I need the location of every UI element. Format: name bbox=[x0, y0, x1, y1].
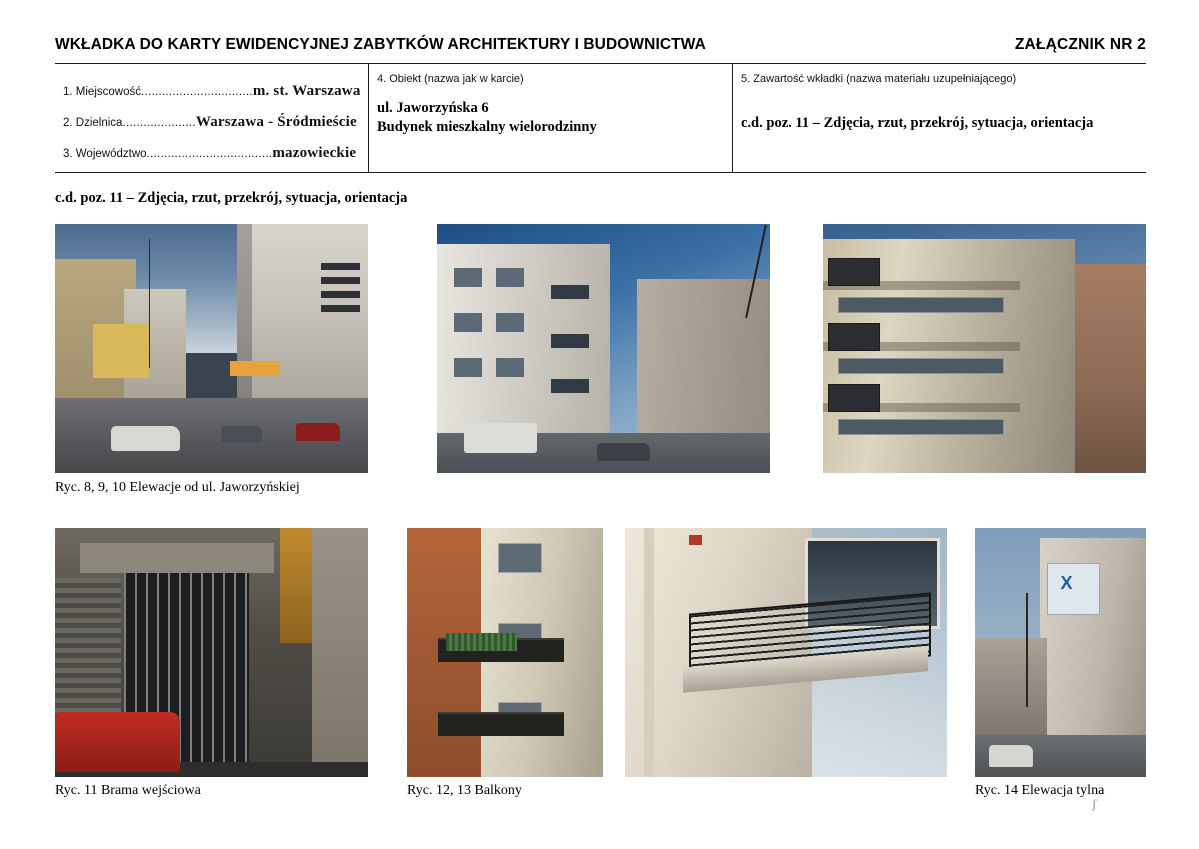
photo-tree bbox=[1026, 593, 1028, 708]
photo-rear-elevation bbox=[975, 528, 1146, 777]
field-locality-label: 1. Miejscowość bbox=[63, 86, 141, 98]
photo-street-elevation bbox=[55, 224, 368, 473]
photo-balcony bbox=[321, 263, 360, 270]
photo-facade-left bbox=[437, 244, 610, 448]
photo-car bbox=[989, 745, 1033, 767]
photo-building-right bbox=[237, 224, 368, 403]
field-district-value: Warszawa - Śródmieście bbox=[195, 114, 357, 130]
photo-car bbox=[221, 426, 262, 443]
photo-window bbox=[496, 268, 524, 286]
photo-red-marker bbox=[689, 535, 702, 545]
photo-entrance-gate bbox=[55, 528, 368, 777]
photo-window-band bbox=[838, 297, 1004, 313]
field-district-dots: ..................... bbox=[122, 117, 196, 129]
attachment-number: ZAŁĄCZNIK NR 2 bbox=[1014, 36, 1146, 53]
photo-yellow-building bbox=[93, 324, 149, 379]
field-locality-dots: ................................ bbox=[140, 86, 253, 98]
document-header bbox=[55, 36, 1146, 64]
photo-window bbox=[496, 313, 524, 331]
photo-balcony bbox=[438, 712, 563, 736]
caption-balconies: Ryc. 12, 13 Balkony bbox=[407, 783, 522, 798]
photo-window-band bbox=[838, 419, 1004, 435]
field-voivodeship-label: 3. Województwo bbox=[63, 148, 147, 160]
photo-amber-panel bbox=[280, 528, 311, 643]
field-district bbox=[63, 115, 363, 131]
field-object-label: 4. Obiekt (nazwa jak w karcie) bbox=[377, 73, 524, 85]
photo-facade-closeup bbox=[823, 224, 1146, 473]
photo-lintel bbox=[80, 543, 274, 573]
info-table bbox=[55, 64, 1146, 172]
photo-low-building bbox=[975, 638, 1047, 738]
photo-window-band bbox=[838, 358, 1004, 374]
photo-balcony-underside bbox=[625, 528, 947, 777]
photo-facade-wall bbox=[823, 239, 1075, 473]
photo-corner-elevation bbox=[437, 224, 770, 473]
photo-window bbox=[498, 543, 542, 573]
field-voivodeship bbox=[63, 146, 363, 162]
photo-neighbour-building bbox=[1072, 264, 1146, 473]
table-cell-content bbox=[741, 64, 1141, 132]
photo-billboard bbox=[1047, 563, 1100, 615]
section-title: c.d. poz. 11 – Zdjęcia, rzut, przekrój, sytuacja, orientacja bbox=[55, 190, 408, 206]
photo-balcony bbox=[828, 384, 880, 412]
field-content-value: c.d. poz. 11 – Zdjęcia, rzut, przekrój, sytuacja, orientacja bbox=[741, 115, 1094, 131]
page-title: WKŁADKA DO KARTY EWIDENCYJNEJ ZABYTKÓW ARCHITEKTURY I BUDOWNICTWA bbox=[55, 36, 706, 53]
page-mark: ʃ bbox=[1092, 796, 1097, 811]
photo-tree bbox=[149, 239, 150, 368]
photo-pilaster bbox=[644, 528, 654, 777]
photo-red-car bbox=[55, 712, 180, 772]
photo-car bbox=[296, 423, 340, 440]
header-rule-bottom bbox=[55, 172, 1146, 173]
field-voivodeship-dots: .................................... bbox=[146, 148, 273, 160]
photo-window bbox=[454, 358, 482, 376]
billboard-logo: X bbox=[1060, 572, 1073, 593]
field-voivodeship-value: mazowieckie bbox=[272, 145, 357, 161]
photo-balcony-screen bbox=[446, 633, 517, 651]
caption-row1: Ryc. 8, 9, 10 Elewacje od ul. Jaworzyńskiej bbox=[55, 480, 300, 495]
photo-window bbox=[454, 313, 482, 331]
photo-balcony bbox=[551, 379, 589, 393]
photo-window bbox=[454, 268, 482, 286]
photo-balcony bbox=[828, 258, 880, 286]
field-locality bbox=[63, 84, 363, 100]
table-divider-1 bbox=[368, 64, 369, 172]
photo-car bbox=[111, 426, 180, 451]
photo-van bbox=[464, 423, 537, 453]
field-content-label: 5. Zawartość wkładki (nazwa materiału uzupełniającego) bbox=[741, 73, 1017, 85]
table-cell-location bbox=[63, 64, 363, 162]
table-cell-object bbox=[377, 64, 727, 137]
field-district-label: 2. Dzielnica bbox=[63, 117, 123, 129]
photo-balcony bbox=[551, 334, 589, 348]
photo-balcony bbox=[828, 323, 880, 351]
photo-car bbox=[597, 443, 650, 460]
photo-balconies-side bbox=[407, 528, 603, 777]
photo-window bbox=[496, 358, 524, 376]
photo-shop-sign bbox=[230, 361, 280, 376]
photo-balcony bbox=[551, 285, 589, 299]
caption-rear: Ryc. 14 Elewacja tylna bbox=[975, 783, 1105, 798]
field-object-address: ul. Jaworzyńska 6 bbox=[377, 100, 489, 116]
field-locality-value: m. st. Warszawa bbox=[252, 83, 361, 99]
table-divider-2 bbox=[732, 64, 733, 172]
photo-stone-cladding bbox=[312, 528, 368, 777]
caption-gate: Ryc. 11 Brama wejściowa bbox=[55, 783, 201, 798]
field-object-value bbox=[377, 99, 727, 137]
field-object-type: Budynek mieszkalny wielorodzinny bbox=[377, 119, 597, 135]
